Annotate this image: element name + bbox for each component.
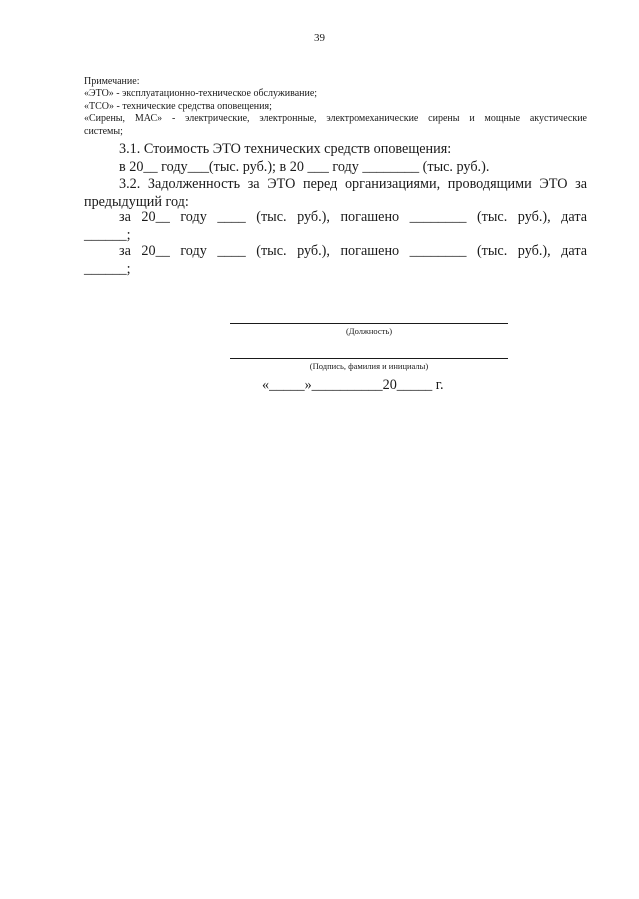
section-3-1-line: в 20__ году___(тыс. руб.); в 20 ___ году ________ (тыс. руб.).	[119, 158, 490, 175]
note-line-eto: «ЭТО» - эксплуатационно-техническое обслуживание;	[84, 88, 318, 100]
section-3-2-heading-line2: предыдущий год:	[84, 193, 189, 210]
note-block	[84, 76, 587, 138]
section-3-2	[84, 176, 587, 211]
signature-caption: (Подпись, фамилия и инициалы)	[309, 361, 429, 371]
section-3-1	[84, 141, 587, 176]
page-number: 39	[314, 32, 325, 44]
note-line-sirens-cont: системы;	[84, 125, 123, 137]
note-heading: Примечание:	[84, 76, 140, 87]
date-line: «_____»__________20_____ г.	[262, 377, 444, 393]
debt-row-2-line1: за 20__ году ____ (тыс. руб.), погашено ________ (тыс. руб.), дата	[119, 243, 587, 259]
section-3-1-heading: 3.1. Стоимость ЭТО технических средств оповещения:	[119, 141, 452, 157]
name-signature-line	[230, 358, 508, 359]
position-signature-line	[230, 323, 508, 324]
note-line-sirens: «Сирены, МАС» - электрические, электронные, электромеханические сирены и мощные акустические	[84, 113, 587, 125]
debt-row-1	[84, 208, 587, 244]
note-line-tso: «ТСО» - технические средства оповещения;	[84, 100, 272, 112]
debt-row-1-line1: за 20__ году ____ (тыс. руб.), погашено ________ (тыс. руб.), дата	[119, 209, 587, 225]
position-caption: (Должность)	[345, 326, 393, 336]
debt-row-2-line2: ______;	[84, 261, 131, 277]
section-3-2-heading-line1: 3.2. Задолженность за ЭТО перед организациями, проводящими ЭТО за	[119, 176, 587, 192]
debt-row-1-line2: ______;	[84, 227, 131, 243]
debt-row-2	[84, 242, 587, 278]
